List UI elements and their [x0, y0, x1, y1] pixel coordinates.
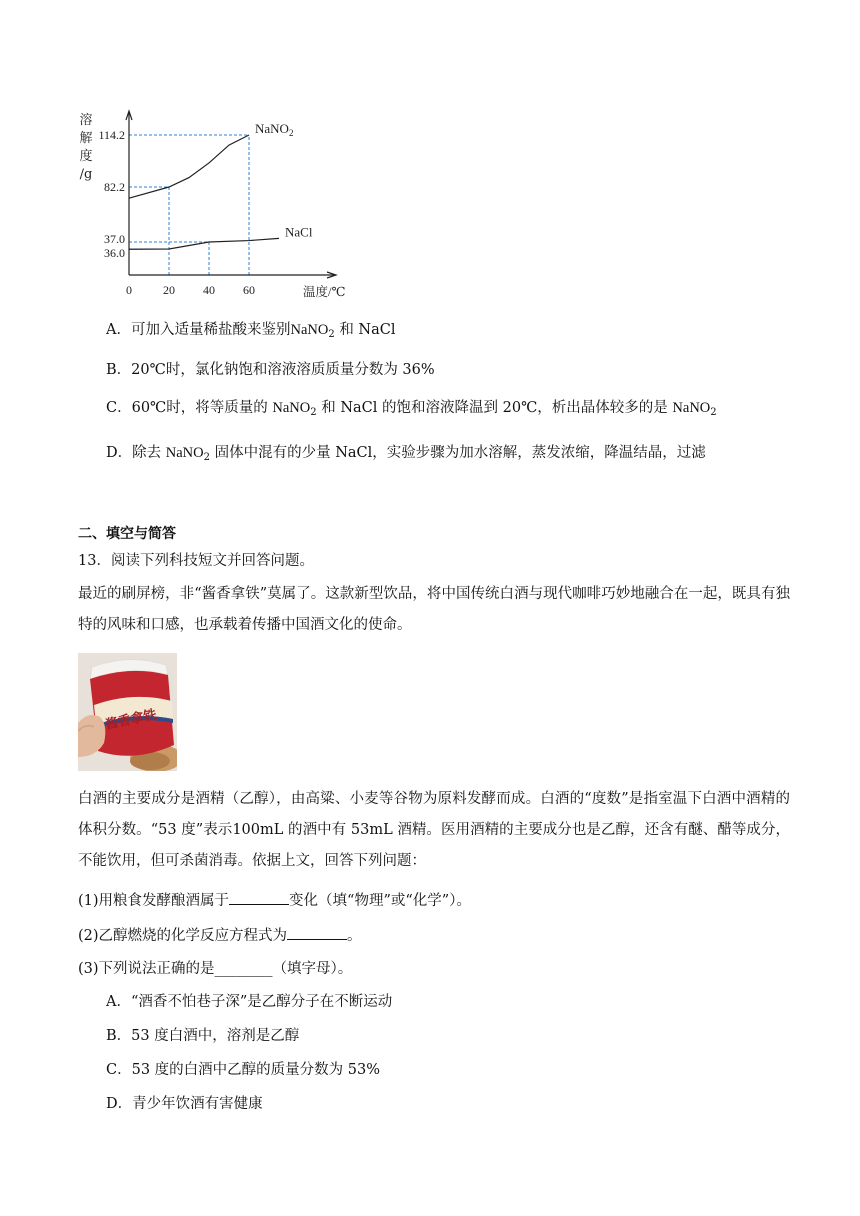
guide-lines — [129, 135, 249, 275]
x-tick-60: 60 — [243, 283, 255, 297]
y-axis-label — [79, 112, 92, 182]
section-title: 二、填空与简答 — [78, 526, 176, 542]
y-tick-36.0: 36.0 — [104, 246, 125, 260]
paragraph-2: 白酒的主要成分是酒精（乙醇），由高粱、小麦等谷物为原料发酵而成。白酒的“度数”是指室温下白酒中酒精的体积分数。“53 度”表示100mL 的酒中有 53mL 酒精。医用酒精的主要成分也是乙醇，还含有醚、醋等成分，不能饮用，但可杀菌消毒。依据上文，回答下列问题： — [78, 791, 790, 869]
subquestion-2: (2)乙醇燃烧的化学反应方程式为 。 — [78, 925, 362, 946]
x-axis-label: 温度/℃ — [303, 285, 346, 299]
tick-labels — [98, 128, 345, 299]
subquestion-3: (3)下列说法正确的是________（填字母）。 — [78, 961, 353, 977]
y-label-char-3: /g — [79, 167, 93, 182]
option-a: A．可加入适量稀盐酸来鉴别NaNO$_2$ 和 NaCl — [106, 322, 396, 340]
paragraph-1: 最近的刷屏榜，非“酱香拿铁”莫属了。这款新型饮品，将中国传统白酒与现代咖啡巧妙地融合在一起，既具有独特的风味和口感，也承载着传播中国酒文化的使命。 — [78, 586, 790, 633]
y-label-char-0: 溶 — [79, 113, 93, 128]
y-tick-82.2: 82.2 — [104, 180, 125, 194]
q13-option-d: D．青少年饮酒有害健康 — [106, 1096, 263, 1112]
solubility-chart — [70, 100, 350, 305]
y-tick-37.0: 37.0 — [104, 232, 125, 246]
series-label-1: NaCl — [285, 224, 313, 240]
cup-illustration — [78, 653, 177, 771]
series-label-0: NaNO$_2$ — [255, 121, 294, 138]
option-b: B．20℃时，氯化钠饱和溶液溶质质量分数为 36% — [106, 362, 435, 378]
series-line-1 — [129, 238, 279, 249]
x-tick-40: 40 — [203, 283, 215, 297]
answer-blank-1[interactable] — [229, 890, 289, 905]
x-tick-0: 0 — [126, 283, 132, 297]
answer-blank-2[interactable] — [287, 925, 347, 940]
y-label-char-2: 度 — [79, 149, 93, 164]
q13-option-c: C．53 度的白酒中乙醇的质量分数为 53% — [106, 1062, 380, 1078]
latte-cup-photo — [78, 653, 177, 771]
q13-option-a: A．“酒香不怕巷子深”是乙醇分子在不断运动 — [106, 994, 393, 1010]
series-lines — [129, 121, 313, 249]
q13-option-b: B．53 度白酒中，溶剂是乙醇 — [106, 1028, 300, 1044]
series-line-0 — [129, 135, 249, 198]
subquestion-1: (1)用粮食发酵酿酒属于 变化（填“物理”或“化学”）。 — [78, 890, 471, 911]
x-tick-20: 20 — [163, 283, 175, 297]
option-d: D．除去 NaNO$_2$ 固体中混有的少量 NaCl，实验步骤为加水溶解，蒸发浓缩，降温结晶，过滤 — [106, 445, 706, 463]
question-13-stem: 13．阅读下列科技短文并回答问题。 — [78, 553, 314, 569]
y-tick-114.2: 114.2 — [98, 128, 125, 142]
option-c: C．60℃时，将等质量的 NaNO$_2$ 和 NaCl 的饱和溶液降温到 20℃，析出晶体较多的是 NaNO$_2$ — [106, 400, 717, 418]
y-label-char-1: 解 — [79, 131, 93, 146]
cup-label-text: 酱香拿铁 — [104, 707, 159, 733]
axes — [126, 111, 336, 278]
